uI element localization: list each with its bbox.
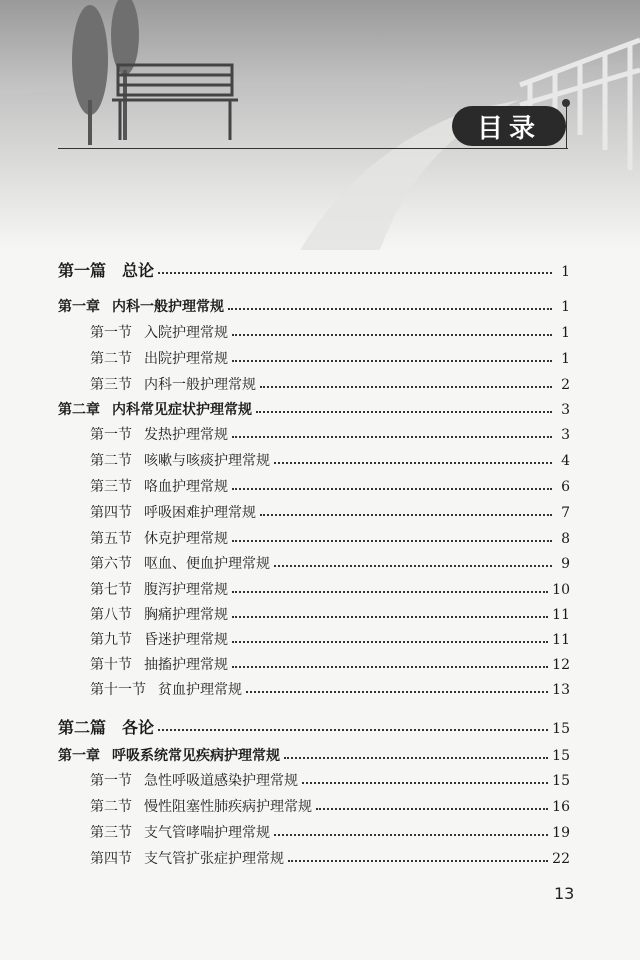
toc-entry-page: 15	[552, 773, 570, 789]
toc-entry-page: 1	[561, 264, 570, 280]
toc-entry-title: 各论	[122, 718, 155, 737]
toc-entry-number: 第十节	[90, 657, 132, 673]
toc-entry-number: 第四节	[90, 505, 132, 521]
dot-leader	[158, 729, 548, 731]
toc-entry-number: 第二章	[58, 402, 100, 418]
page-number: 13	[554, 884, 575, 903]
toc-entry-title: 内科一般护理常规	[144, 377, 256, 393]
toc-entry-page: 15	[552, 748, 570, 764]
dot-leader	[232, 641, 548, 643]
toc-entry-title: 慢性阻塞性肺疾病护理常规	[144, 799, 312, 815]
toc-entry-title: 内科一般护理常规	[112, 299, 224, 315]
toc-entry-title: 咯血护理常规	[144, 479, 228, 495]
dot-leader	[288, 860, 548, 862]
toc-entry-label	[90, 848, 284, 868]
dot-leader	[302, 782, 548, 784]
toc-entry-title: 胸痛护理常规	[144, 607, 228, 623]
dot-leader	[284, 757, 548, 759]
toc-entry-label	[90, 654, 228, 674]
toc-entry-number: 第二篇	[58, 718, 107, 737]
toc-section-row[interactable]	[58, 450, 570, 470]
toc-entry-label	[58, 745, 280, 765]
dot-leader	[232, 488, 552, 490]
toc-entry-number: 第一章	[58, 299, 100, 315]
toc-section-row[interactable]	[58, 822, 570, 842]
toc-entry-title: 支气管扩张症护理常规	[144, 851, 284, 867]
title-rule-vertical	[566, 102, 567, 148]
dot-leader	[256, 411, 552, 413]
toc-entry-page: 19	[552, 825, 570, 841]
toc-entry-number: 第三节	[90, 479, 132, 495]
dot-leader	[246, 691, 548, 693]
toc-section-row[interactable]	[58, 579, 570, 599]
toc-section-row[interactable]	[58, 424, 570, 444]
toc-entry-number: 第七节	[90, 582, 132, 598]
dot-leader	[232, 436, 552, 438]
toc-entry-number: 第一篇	[58, 261, 107, 280]
toc-section-row[interactable]	[58, 553, 570, 573]
page-title: 目录	[452, 106, 566, 146]
dot-leader	[274, 462, 552, 464]
toc-entry-label	[58, 258, 154, 281]
toc-entry-label	[90, 528, 228, 548]
toc-entry-page: 3	[561, 402, 570, 418]
toc-entry-title: 呼吸系统常见疾病护理常规	[112, 748, 280, 764]
toc-entry-title: 发热护理常规	[144, 427, 228, 443]
dot-leader	[228, 308, 552, 310]
dot-leader	[274, 565, 552, 567]
toc-entry-label	[90, 553, 270, 573]
toc-entry-number: 第三节	[90, 377, 132, 393]
toc-entry-label	[90, 476, 228, 496]
toc-entry-number: 第二节	[90, 799, 132, 815]
toc-entry-label	[90, 629, 228, 649]
dot-leader	[316, 808, 548, 810]
toc-entry-label	[90, 424, 228, 444]
toc-entry-page: 3	[561, 427, 570, 443]
toc-entry-page: 13	[552, 682, 570, 698]
toc-section-row[interactable]	[58, 374, 570, 394]
toc-section-row[interactable]	[58, 348, 570, 368]
toc-entry-page: 1	[561, 351, 570, 367]
toc-entry-title: 休克护理常规	[144, 531, 228, 547]
toc-entry-label	[90, 502, 256, 522]
toc-entry-label	[90, 770, 298, 790]
dot-leader	[232, 616, 548, 618]
toc-section-row[interactable]	[58, 654, 570, 674]
toc-entry-label	[90, 348, 228, 368]
toc-entry-title: 咳嗽与咳痰护理常规	[144, 453, 270, 469]
dot-leader	[232, 360, 552, 362]
toc-entry-page: 9	[561, 556, 570, 572]
toc-entry-number: 第四节	[90, 851, 132, 867]
toc-entry-page: 1	[561, 299, 570, 315]
toc-part-row[interactable]	[58, 715, 570, 738]
toc-entry-title: 腹泻护理常规	[144, 582, 228, 598]
toc-entry-number: 第二节	[90, 453, 132, 469]
toc-section-row[interactable]	[58, 796, 570, 816]
toc-entry-title: 呕血、便血护理常规	[144, 556, 270, 572]
toc-entry-page: 22	[552, 851, 570, 867]
toc-entry-number: 第九节	[90, 632, 132, 648]
toc-section-row[interactable]	[58, 502, 570, 522]
toc-chapter-row[interactable]	[58, 745, 570, 765]
toc-entry-label	[90, 450, 270, 470]
toc-entry-label	[58, 715, 154, 738]
toc-entry-number: 第二节	[90, 351, 132, 367]
toc-entry-page: 8	[561, 531, 570, 547]
toc-entry-page: 6	[561, 479, 570, 495]
toc-entry-number: 第六节	[90, 556, 132, 572]
toc-part-row[interactable]	[58, 258, 570, 281]
toc-entry-page: 12	[552, 657, 570, 673]
toc-section-row[interactable]	[58, 848, 570, 868]
toc-chapter-row[interactable]	[58, 399, 570, 419]
toc-entry-label	[90, 796, 312, 816]
toc-entry-number: 第八节	[90, 607, 132, 623]
toc-entry-page: 4	[561, 453, 570, 469]
toc-entry-number: 第一章	[58, 748, 100, 764]
toc-entry-page: 2	[561, 377, 570, 393]
toc-entry-title: 入院护理常规	[144, 325, 228, 341]
toc-entry-label	[90, 374, 256, 394]
toc-entry-label	[90, 322, 228, 342]
dot-leader	[232, 591, 548, 593]
toc-entry-label	[58, 296, 224, 316]
title-rule	[58, 148, 568, 149]
toc-entry-page: 10	[552, 582, 570, 598]
dot-leader	[232, 334, 552, 336]
toc-entry-label	[90, 822, 270, 842]
dot-leader	[274, 834, 548, 836]
dot-leader	[158, 272, 552, 274]
toc-entry-number: 第一节	[90, 773, 132, 789]
toc-entry-page: 16	[552, 799, 570, 815]
toc-entry-title: 内科常见症状护理常规	[112, 402, 252, 418]
dot-leader	[260, 386, 552, 388]
toc-entry-number: 第十一节	[90, 682, 146, 698]
toc-entry-number: 第一节	[90, 427, 132, 443]
toc-entry-title: 昏迷护理常规	[144, 632, 228, 648]
toc-entry-title: 呼吸困难护理常规	[144, 505, 256, 521]
dot-leader	[232, 540, 552, 542]
toc-entry-label	[90, 604, 228, 624]
toc-entry-title: 出院护理常规	[144, 351, 228, 367]
toc-section-row[interactable]	[58, 770, 570, 790]
toc-entry-title: 总论	[122, 261, 155, 280]
toc-entry-number: 第一节	[90, 325, 132, 341]
toc-section-row[interactable]	[58, 528, 570, 548]
toc-entry-label	[90, 579, 228, 599]
toc-entry-page: 7	[561, 505, 570, 521]
toc-chapter-row[interactable]	[58, 296, 570, 316]
toc-entry-label	[58, 399, 252, 419]
toc-entry-title: 支气管哮喘护理常规	[144, 825, 270, 841]
toc-entry-page: 11	[552, 632, 570, 648]
dot-leader	[232, 666, 548, 668]
toc-section-row[interactable]	[58, 604, 570, 624]
toc-section-row[interactable]	[58, 322, 570, 342]
toc-entry-page: 1	[561, 325, 570, 341]
toc-entry-title: 抽搐护理常规	[144, 657, 228, 673]
dot-leader	[260, 514, 552, 516]
toc-entry-number: 第三节	[90, 825, 132, 841]
toc-entry-title: 贫血护理常规	[158, 682, 242, 698]
toc-section-row[interactable]	[58, 679, 570, 699]
toc-section-row[interactable]	[58, 476, 570, 496]
toc-section-row[interactable]	[58, 629, 570, 649]
toc-entry-title: 急性呼吸道感染护理常规	[144, 773, 298, 789]
toc-entry-page: 11	[552, 607, 570, 623]
toc-entry-label	[90, 679, 242, 699]
toc-entry-number: 第五节	[90, 531, 132, 547]
toc-entry-page: 15	[552, 721, 570, 737]
